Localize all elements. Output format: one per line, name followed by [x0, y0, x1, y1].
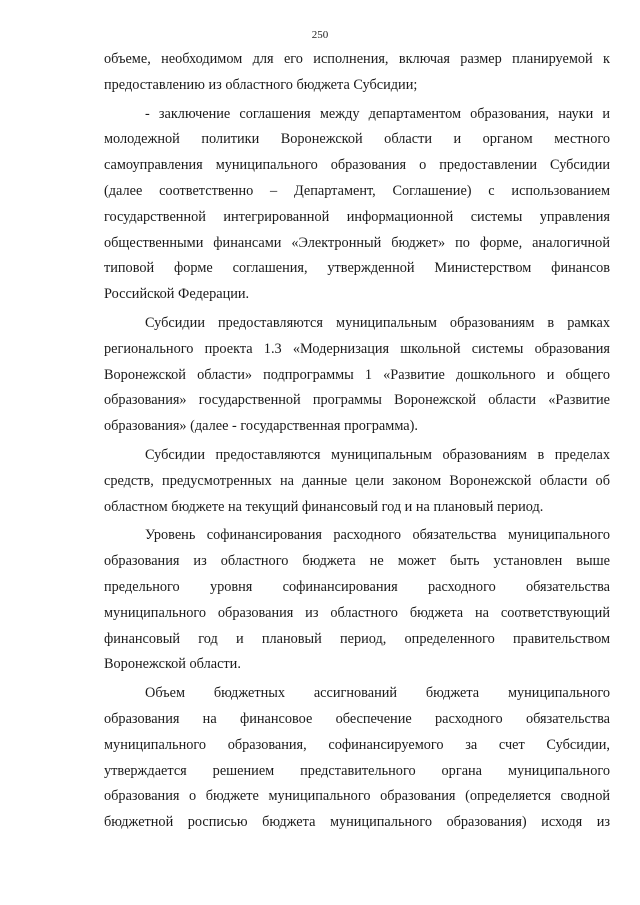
text-line: областном бюджете на текущий финансовый год и на плановый период. — [104, 498, 544, 515]
text-line: - заключение соглашения между департаментом образования, науки и — [145, 105, 610, 122]
text-line: утверждается решением представительного органа муниципального — [104, 762, 610, 779]
text-line: муниципального образования, софинансируемого за счет Субсидии, — [104, 736, 610, 753]
text-line: объеме, необходимом для его исполнения, включая размер планируемой к — [104, 51, 610, 67]
text-line: Уровень софинансирования расходного обязательства муниципального — [145, 527, 610, 544]
text-line: образования о бюджете муниципального образования (определяется сводной — [104, 788, 610, 805]
text-line: регионального проекта 1.3 «Модернизация школьной системы образования — [104, 340, 610, 357]
text-line: Объем бюджетных ассигнований бюджета муниципального — [145, 685, 610, 702]
paragraph — [104, 443, 610, 520]
text-line: бюджетной росписью бюджета муниципального образования) исходя из — [104, 814, 610, 831]
paragraph — [104, 47, 610, 99]
text-line: образования на финансовое обеспечение расходного обязательства — [104, 710, 610, 727]
text-line: самоуправления муниципального образования о предоставлении Субсидии — [104, 157, 610, 174]
text-line: (далее соответственно – Департамент, Соглашение) с использованием — [104, 182, 610, 199]
paragraph — [104, 311, 610, 440]
page-number: 250 — [311, 29, 329, 41]
text-line: типовой форме соглашения, утвержденной Министерством финансов — [104, 260, 610, 277]
paragraph — [104, 523, 610, 678]
paragraph — [104, 681, 610, 836]
text-line: молодежной политики Воронежской области и органом местного — [104, 131, 610, 148]
paragraph — [104, 102, 610, 308]
text-line: Воронежской области» подпрограммы 1 «Развитие дошкольного и общего — [104, 366, 610, 383]
text-line: государственной интегрированной информационной системы управления — [104, 208, 610, 225]
text-line: Российской Федерации. — [104, 286, 250, 303]
text-line: муниципального образования из областного бюджета на соответствующий — [104, 604, 610, 621]
text-line: средств, предусмотренных на данные цели законом Воронежской области об — [104, 472, 610, 489]
text-line: Субсидии предоставляются муниципальным образованиям в рамках — [145, 314, 610, 331]
text-line: образования» государственной программы Воронежской области «Развитие — [104, 392, 610, 409]
text-line: Воронежской области. — [104, 656, 241, 673]
text-line: предоставлению из областного бюджета Субсидии; — [104, 76, 418, 93]
text-line: предельного уровня софинансирования расходного обязательства — [104, 578, 610, 595]
text-line: образования из областного бюджета не может быть установлен выше — [104, 553, 610, 570]
text-line: Субсидии предоставляются муниципальным образованиям в пределах — [145, 446, 610, 463]
text-line: финансовый год и плановый период, определенного правительством — [104, 630, 610, 647]
document-body — [104, 47, 610, 836]
text-line: образования» (далее - государственная программа). — [104, 418, 418, 435]
text-line: общественными финансами «Электронный бюджет» по форме, аналогичной — [104, 234, 610, 251]
